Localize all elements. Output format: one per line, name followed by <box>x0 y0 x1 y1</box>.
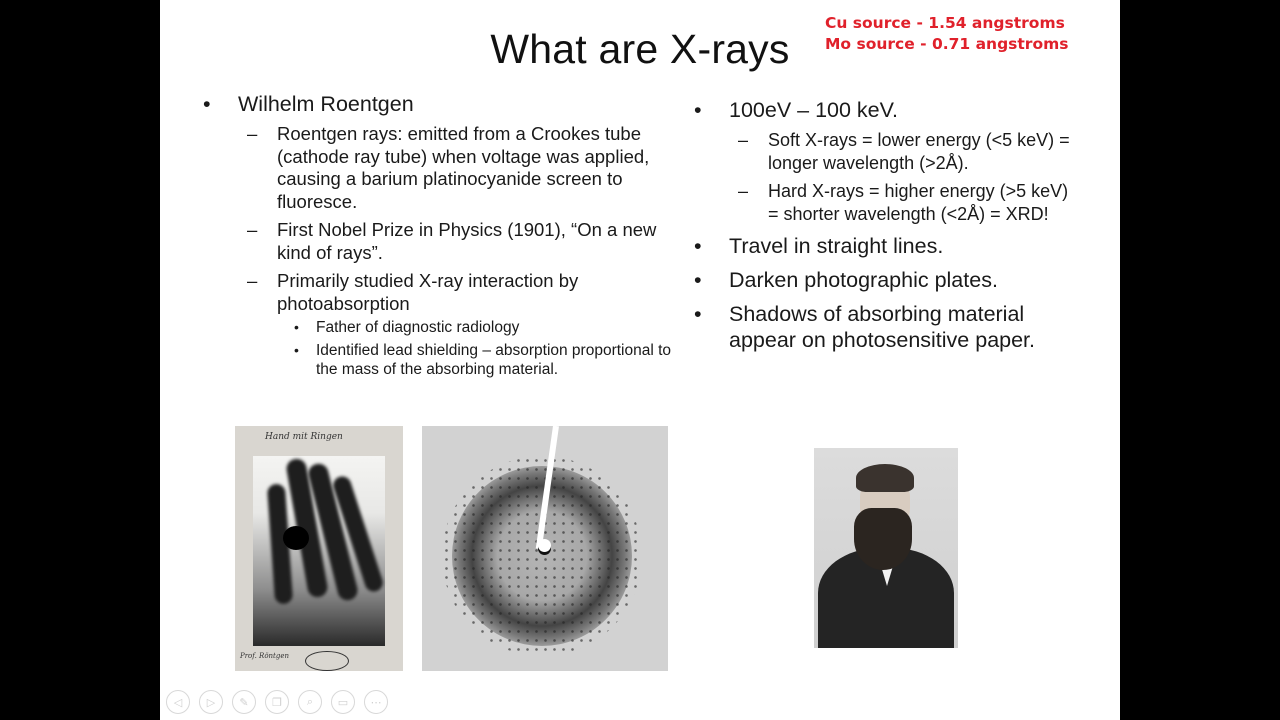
bullet-photographic-plates: • Darken photographic plates. <box>694 268 998 292</box>
bullet-icon: • <box>694 98 702 122</box>
hand-stamp <box>305 651 349 671</box>
hand-xray-plate <box>253 456 385 646</box>
hand-caption: Hand mit Ringen <box>265 432 343 442</box>
dash-icon: – <box>247 123 258 144</box>
screen-options-button[interactable]: ▭ <box>331 690 355 714</box>
more-options-button[interactable]: ⋯ <box>364 690 388 714</box>
ring-shape <box>283 526 309 550</box>
sub-sub-bullet-lead-shielding: • Identified lead shielding – absorption proportional to the mass of the absorbing material. <box>294 341 672 378</box>
bullet-icon: • <box>294 319 299 335</box>
previous-slide-button[interactable]: ◁ <box>166 690 190 714</box>
portrait-beard <box>854 508 912 570</box>
slide-title: What are X-rays <box>490 26 790 72</box>
see-all-slides-button[interactable]: ❐ <box>265 690 289 714</box>
left-column <box>203 91 673 380</box>
zoom-button[interactable]: ⌕ <box>298 690 322 714</box>
sub-bullet-nobel-prize: – First Nobel Prize in Physics (1901), “On a new kind of rays”. <box>247 219 657 263</box>
bullet-icon: • <box>203 92 211 116</box>
bullet-icon: • <box>694 302 702 326</box>
diffraction-pattern-image <box>422 426 668 671</box>
dash-icon: – <box>738 130 749 150</box>
pen-tool-button[interactable]: ✎ <box>232 690 256 714</box>
presenter-controls <box>166 690 388 714</box>
dash-icon: – <box>247 270 258 291</box>
cu-source-note: Cu source - 1.54 angstroms <box>825 14 1065 32</box>
bullet-straight-lines: • Travel in straight lines. <box>694 234 944 258</box>
roentgen-portrait-image <box>814 448 958 648</box>
sub-sub-bullet-radiology: • Father of diagnostic radiology <box>294 319 520 336</box>
bullet-icon: • <box>694 268 702 292</box>
next-slide-button[interactable]: ▷ <box>199 690 223 714</box>
mo-source-note: Mo source - 0.71 angstroms <box>825 34 1069 53</box>
sub-bullet-roentgen-rays: – Roentgen rays: emitted from a Crookes tube (cathode ray tube) when voltage was applied, causing a barium platinocyanide screen to fluoresce. <box>247 123 650 212</box>
portrait-hair <box>856 464 914 492</box>
bullet-icon: • <box>694 234 702 258</box>
slide <box>160 0 1120 720</box>
dash-icon: – <box>247 219 258 240</box>
dash-icon: – <box>738 181 749 201</box>
sub-bullet-soft-xrays: – Soft X-rays = lower energy (<5 keV) = longer wavelength (>2Å). <box>738 130 1070 173</box>
bullet-icon: • <box>294 341 299 358</box>
bullet-energy-range: • 100eV – 100 keV. <box>694 98 898 122</box>
right-column <box>694 97 1074 357</box>
beam-stop <box>538 539 551 552</box>
bullet-wilhelm-roentgen: • Wilhelm Roentgen <box>203 92 414 116</box>
sub-bullet-photoabsorption: – Primarily studied X-ray interaction by photoabsorption <box>247 270 579 314</box>
bullet-shadows: • Shadows of absorbing material appear on photosensitive paper. <box>694 302 1036 352</box>
hand-signature: Prof. Röntgen <box>240 652 289 660</box>
sub-bullet-hard-xrays: – Hard X-rays = higher energy (>5 keV) = shorter wavelength (<2Å) = XRD! <box>738 181 1069 224</box>
diffraction-spots <box>442 456 642 656</box>
hand-xray-image <box>235 426 403 671</box>
wavelength-annotation <box>825 13 1068 54</box>
